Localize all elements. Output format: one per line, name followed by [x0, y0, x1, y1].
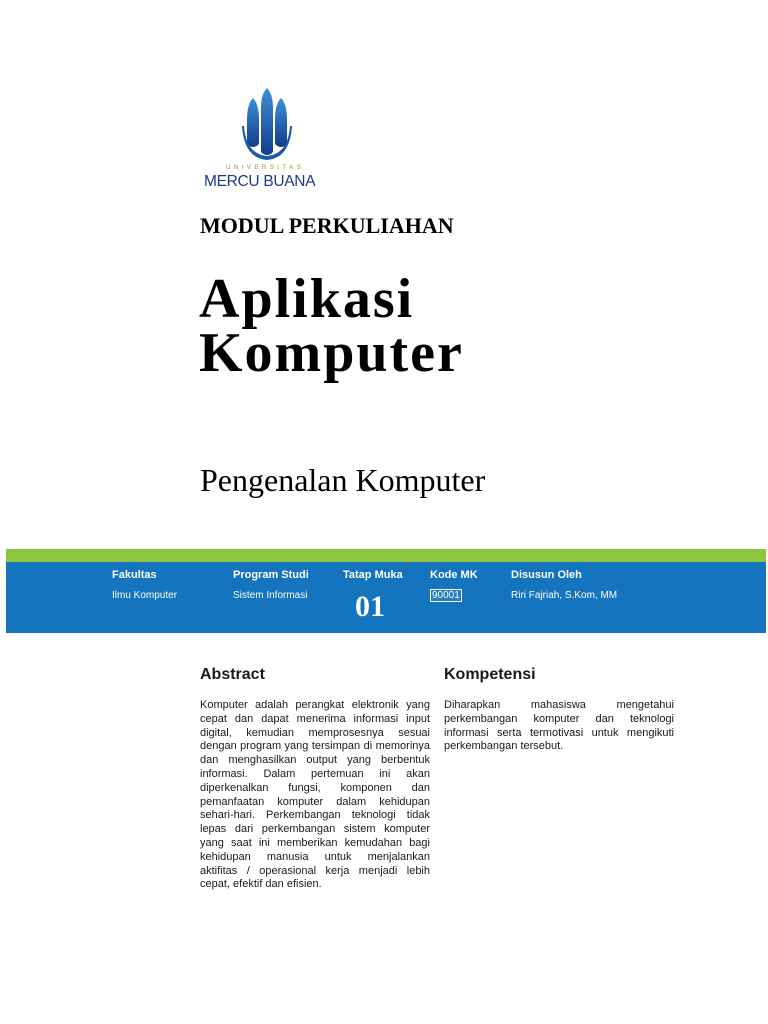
tatap-muka-value: 01: [355, 590, 385, 623]
fakultas-label: Fakultas: [112, 569, 157, 581]
program-studi-value: Sistem Informasi: [233, 590, 308, 601]
mercu-buana-tower-icon: [200, 86, 335, 166]
kode-mk-label: Kode MK: [430, 569, 478, 581]
kode-mk-value: 90001: [432, 590, 460, 601]
kode-mk-field[interactable]: [430, 590, 462, 601]
program-studi-label: Program Studi: [233, 569, 309, 581]
tatap-muka-label: Tatap Muka: [343, 569, 403, 581]
title-line-2: Komputer: [199, 322, 464, 384]
university-logo: [200, 86, 335, 196]
kompetensi-text: Diharapkan mahasiswa mengetahui perkembangan komputer dan teknologi informasi serta termotivasi untuk mengikuti perkembangan tersebut.: [444, 699, 674, 753]
fakultas-value: Ilmu Komputer: [112, 590, 178, 601]
modul-label: MODUL PERKULIAHAN: [200, 213, 454, 238]
document-title: [199, 268, 464, 384]
disusun-oleh-value: Riri Fajriah, S.Kom, MM: [511, 590, 618, 601]
abstract-text: Komputer adalah perangkat elektronik yang cepat dan dapat menerima informasi input digital, kemudian memprosesnya sesuai dengan program yang tersimpan di memorinya dan menghasilkan output yang berbentuk informasi. Dalam pertemuan ini akan diperkenalkan fungsi, komponen dan pemanfaatan komputer dalam kehidupan sehari-hari. Perkembangan teknologi tidak lepas dari perkembangan sistem komputer yang saat ini memberikan kemudahan bagi kehidupan manusia untuk menjalankan aktifitas / operasional kerja menjadi lebih cepat, efektif dan efisien.: [200, 699, 430, 891]
title-line-1: Aplikasi: [199, 268, 415, 330]
logo-name-text: MERCU BUANA: [204, 173, 316, 190]
document-subtitle: Pengenalan Komputer: [200, 462, 486, 498]
disusun-oleh-label: Disusun Oleh: [511, 569, 582, 581]
green-stripe: [6, 549, 766, 562]
abstract-heading: Abstract: [200, 666, 265, 683]
logo-universitas-text: UNIVERSITAS: [226, 164, 305, 171]
kompetensi-heading: Kompetensi: [444, 666, 536, 683]
